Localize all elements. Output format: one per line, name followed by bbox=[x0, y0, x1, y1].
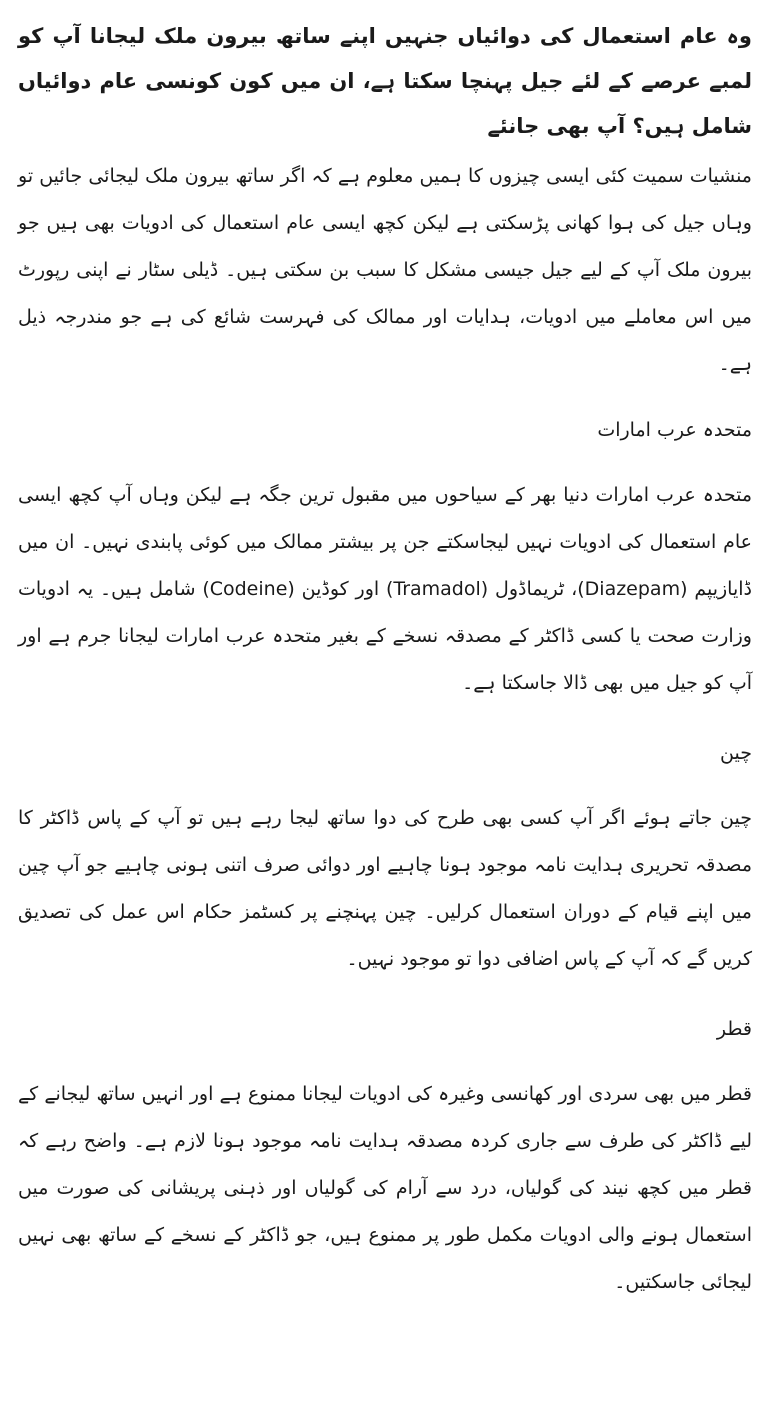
section-heading-china: چین bbox=[720, 742, 752, 764]
section-body-china: چین جاتے ہوئے اگر آپ کسی بھی طرح کی دوا ساتھ لیجا رہے ہیں تو آپ کے پاس ڈاکٹر کا مصدقہ تحریری ہدایت نامہ موجود ہونا چاہیے اور دوائی صرف اتنی ہونی چاہیے جو آپ چین میں اپنے قیام کے دوران استعمال کرلیں۔ چین پہنچنے پر کسٹمز حکام اس عمل کی تصدیق کریں گے کہ آپ کے پاس اضافی دوا تو موجود نہیں۔ bbox=[18, 807, 752, 970]
section-body-uae: متحدہ عرب امارات دنیا بھر کے سیاحوں میں مقبول ترین جگہ ہے لیکن وہاں آپ کچھ ایسی عام استعمال کی ادویات نہیں لیجاسکتے جن پر بیشتر ممالک میں کوئی پابندی نہیں۔ ان میں ڈایازیپم (Diazepam)، ٹریماڈول (Tramadol) اور کوڈین (Codeine) شامل ہیں۔ یہ ادویات وزارت صحت یا کسی ڈاکٹر کے مصدقہ نسخے کے بغیر متحدہ عرب امارات لیجانا جرم ہے اور آپ کو جیل میں بھی ڈالا جاسکتا ہے۔ bbox=[18, 484, 752, 694]
article-intro: منشیات سمیت کئی ایسی چیزوں کا ہمیں معلوم ہے کہ اگر ساتھ بیرون ملک لیجائی جائیں تو وہاں جیل کی ہوا کھانی پڑسکتی ہے لیکن کچھ ایسی عام استعمال کی ادویات بھی ہیں جو بیرون ملک آپ کے لیے جیل جیسی مشکل کا سبب بن سکتی ہیں۔ ڈیلی سٹار نے اپنی رپورٹ میں اس معاملے میں ادویات، ہدایات اور ممالک کی فہرست شائع کی ہے جو مندرجہ ذیل ہے۔ bbox=[18, 165, 752, 375]
section-heading-uae: متحدہ عرب امارات bbox=[597, 419, 752, 441]
section-heading-qatar: قطر bbox=[716, 1018, 752, 1040]
article-title: وہ عام استعمال کی دوائیاں جنہیں اپنے ساتھ بیرون ملک لیجانا آپ کو لمبے عرصے کے لئے جیل پہنچا سکتا ہے، ان میں کون کونسی عام دوائیاں شامل ہیں؟ آپ بھی جانئے bbox=[18, 24, 752, 138]
section-body-qatar: قطر میں بھی سردی اور کھانسی وغیرہ کی ادویات لیجانا ممنوع ہے اور انہیں ساتھ لیجانے کے لیے ڈاکٹر کی طرف سے جاری کردہ مصدقہ ہدایت نامہ موجود ہونا لازم ہے۔ واضح رہے کہ قطر میں کچھ نیند کی گولیاں، درد سے آرام کی گولیاں اور ذہنی پریشانی کی صورت میں استعمال ہونے والی ادویات مکمل طور پر ممنوع ہیں، جو ڈاکٹر کے نسخے کے ساتھ بھی نہیں لیجائی جاسکتیں۔ bbox=[18, 1083, 752, 1293]
